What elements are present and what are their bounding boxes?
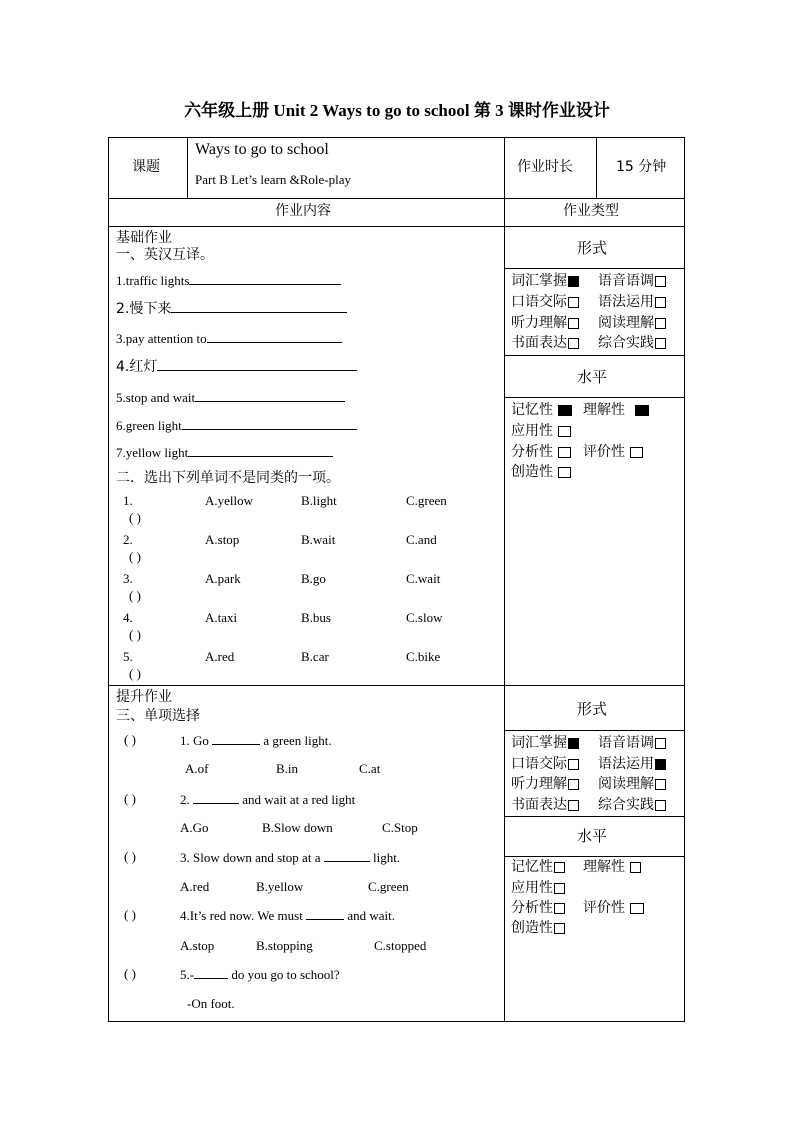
odd-num: 4. [123,610,133,625]
table-rule [504,268,685,269]
checkbox-icon [635,405,649,416]
odd-option: B.light [301,493,337,508]
translation-item: 5.stop and wait [116,389,345,406]
choice-option: B.yellow [256,879,304,894]
choice-option: C.Stop [382,820,418,835]
odd-option: B.go [301,571,326,586]
checkbox-icon [655,338,666,349]
answer-blank[interactable]: ( ) [124,966,136,981]
checkbox-oral[interactable]: 口语交际 [511,756,579,773]
table-rule [108,685,685,686]
choice-option: B.Slow down [262,820,333,835]
checkbox-grammar[interactable]: 语法运用 [598,756,666,773]
checkbox-pronunciation[interactable]: 语音语调 [598,273,666,290]
choice-option: C.green [368,879,409,894]
part1-title: 一、英汉互译。 [116,247,214,263]
choice-option: A.stop [180,938,215,953]
checkbox-icon [568,297,579,308]
checkbox-icon [558,467,571,478]
checkbox-application[interactable]: 应用性 [511,423,571,440]
checkbox-icon [568,318,579,329]
form-label: 形式 [577,700,608,718]
odd-num: 1. [123,493,133,508]
table-rule [187,137,188,199]
table-rule [504,730,685,731]
answer-blank[interactable]: ( ) [129,627,141,642]
checkbox-icon [568,800,579,811]
translation-item: 1.traffic lights [116,272,341,289]
checkbox-creativity[interactable]: 创造性 [511,920,565,937]
odd-option: A.stop [205,532,240,547]
odd-option: B.wait [301,532,336,547]
checkbox-icon [655,297,666,308]
translation-item: 2.慢下来 [116,300,347,318]
advanced-section-label: 提升作业 [116,689,172,705]
answer-blank[interactable]: ( ) [124,907,136,922]
content-header: 作业内容 [275,203,331,219]
checkbox-creativity[interactable]: 创造性 [511,464,571,481]
table-border-right [684,137,685,1022]
choice-option: B.in [276,761,299,776]
checkbox-icon [568,759,579,770]
checkbox-icon [630,447,643,458]
checkbox-understanding[interactable]: 理解性 [583,402,649,419]
checkbox-icon [655,759,666,770]
duration-value: 15 分钟 [616,159,667,175]
translation-item: 4.红灯 [116,358,357,376]
choice-option: A.Go [180,820,209,835]
checkbox-icon [568,738,579,749]
checkbox-listening[interactable]: 听力理解 [511,315,579,332]
answer-blank[interactable]: ( ) [129,666,141,681]
choice-option: B.stopping [256,938,313,953]
type-header: 作业类型 [563,203,619,219]
table-rule [108,198,685,199]
checkbox-reading[interactable]: 阅读理解 [598,776,666,793]
checkbox-icon [568,276,579,287]
topic-title: Ways to go to school [195,141,329,158]
answer-blank[interactable]: ( ) [124,791,136,806]
table-rule [596,137,597,199]
checkbox-understanding[interactable]: 理解性 [583,859,641,876]
checkbox-pronunciation[interactable]: 语音语调 [598,735,666,752]
checkbox-analysis[interactable]: 分析性 [511,900,565,917]
checkbox-grammar[interactable]: 语法运用 [598,294,666,311]
topic-label: 课题 [132,159,160,175]
checkbox-oral[interactable]: 口语交际 [511,294,579,311]
checkbox-icon [554,923,565,934]
question-text: 3. Slow down and stop at a light. [180,850,401,865]
odd-num: 5. [123,649,133,664]
choice-option: A.of [185,761,209,776]
table-rule [504,355,685,356]
answer-blank[interactable]: ( ) [124,849,136,864]
odd-option: C.bike [406,649,441,664]
answer-blank[interactable]: ( ) [129,549,141,564]
question-text: 1. Go a green light. [180,733,332,748]
odd-option: C.green [406,493,447,508]
checkbox-icon [630,862,641,873]
checkbox-icon [554,883,565,894]
odd-num: 2. [123,532,133,547]
checkbox-icon [655,800,666,811]
checkbox-icon [655,779,666,790]
checkbox-icon [554,862,565,873]
checkbox-icon [558,426,571,437]
translation-item: 6.green light [116,417,357,434]
checkbox-listening[interactable]: 听力理解 [511,776,579,793]
table-rule [504,137,505,1022]
level-label: 水平 [577,368,608,386]
checkbox-icon [554,903,565,914]
duration-label: 作业时长 [517,159,573,175]
answer-blank[interactable]: ( ) [129,588,141,603]
odd-option: A.yellow [205,493,254,508]
odd-option: A.taxi [205,610,238,625]
answer-blank[interactable]: ( ) [129,510,141,525]
table-rule [504,856,685,857]
choice-option: A.red [180,879,210,894]
table-rule [504,816,685,817]
answer-line: -On foot. [187,996,235,1011]
checkbox-icon [655,318,666,329]
checkbox-icon [568,338,579,349]
table-border-left [108,137,109,1022]
odd-option: A.red [205,649,235,664]
odd-option: C.slow [406,610,443,625]
checkbox-icon [558,405,572,416]
question-text: 4.It’s red now. We must and wait. [180,908,395,923]
checkbox-icon [630,903,644,914]
checkbox-practice[interactable]: 综合实践 [598,797,666,814]
page-title: 六年级上册 Unit 2 Ways to go to school 第 3 课时作业设计 [184,101,610,120]
form-label: 形式 [577,239,608,257]
level-label: 水平 [577,827,608,845]
checkbox-writing[interactable]: 书面表达 [511,797,579,814]
table-border-top [108,137,685,138]
answer-blank[interactable]: ( ) [124,732,136,747]
part3-title: 三、单项选择 [116,708,200,724]
checkbox-icon [568,779,579,790]
table-border-bottom [108,1021,685,1022]
table-rule [108,226,685,227]
basic-section-label: 基础作业 [116,230,172,246]
checkbox-memory[interactable]: 记忆性 [511,859,565,876]
question-text: 2. and wait at a red light [180,792,356,807]
translation-item: 7.yellow light [116,444,333,461]
choice-option: C.stopped [374,938,427,953]
checkbox-analysis[interactable]: 分析性 [511,444,571,461]
odd-option: B.car [301,649,329,664]
odd-option: B.bus [301,610,331,625]
checkbox-icon [558,447,571,458]
choice-option: C.at [359,761,381,776]
odd-num: 3. [123,571,133,586]
checkbox-evaluation[interactable]: 评价性 [583,444,643,461]
odd-option: A.park [205,571,241,586]
checkbox-icon [655,276,666,287]
part2-title: 二．选出下列单词不是同类的一项。 [116,470,340,486]
odd-option: C.and [406,532,437,547]
checkbox-reading[interactable]: 阅读理解 [598,315,666,332]
checkbox-vocab[interactable]: 词汇掌握 [511,273,579,290]
checkbox-icon [655,738,666,749]
table-rule [504,397,685,398]
checkbox-evaluation[interactable]: 评价性 [583,900,644,917]
checkbox-practice[interactable]: 综合实践 [598,335,666,352]
checkbox-writing[interactable]: 书面表达 [511,335,579,352]
checkbox-memory[interactable]: 记忆性 [511,402,572,419]
question-text: 5.- do you go to school? [180,967,340,982]
translation-item: 3.pay attention to [116,330,342,347]
checkbox-vocab[interactable]: 词汇掌握 [511,735,579,752]
topic-subtitle: Part B Let’s learn &Role-play [195,172,351,187]
odd-option: C.wait [406,571,441,586]
checkbox-application[interactable]: 应用性 [511,880,565,897]
